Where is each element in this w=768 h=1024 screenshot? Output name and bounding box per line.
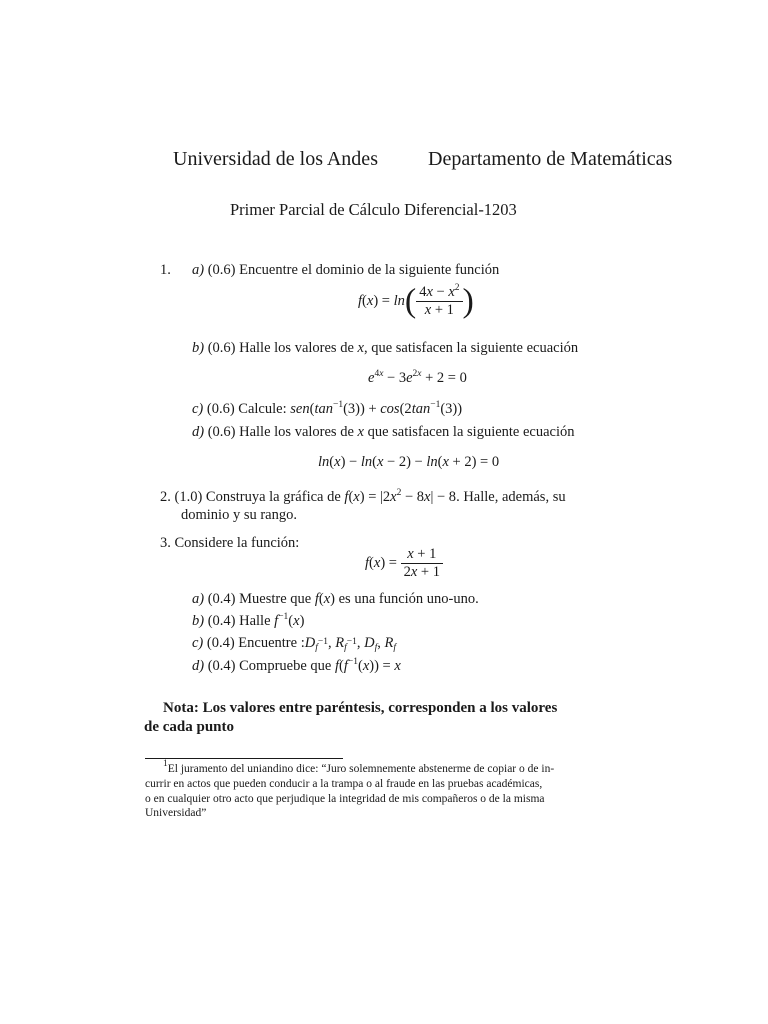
footnote-line-3: o en cualquier otro acto que perjudique la integridad de mis compañeros o de la misma [145,793,545,805]
problem-1-number: 1. [160,262,171,278]
part-text: (0.4) Halle [207,613,271,629]
problem-1c: c) (0.6) Calcule: $sen(\tan^{-1}(3)) + \cos(2\tan^{-1}(3))$ [192,400,463,417]
problem-3c: c) (0.4) Encuentre $:D_{f^{-1}}$, $R_{f^{-1}}$, $D_f$, $R_f$ [192,635,396,653]
part-letter: a) [192,591,205,607]
footnote-line-2: currir en actos que pueden conducir a la trampa o al fraude en las pruebas académicas, [145,778,543,790]
problem-3a: a) (0.4) Muestre que f(x) es una función uno-uno. [192,591,479,607]
problem-2-text-line2: dominio y su rango. [181,507,297,523]
part-letter: d) [192,424,205,440]
part-letter: a) [192,262,205,278]
exam-title: Primer Parcial de Cálculo Diferencial-1203 [230,200,517,219]
part-text: (0.4) Muestre que [207,591,312,607]
problem-1b: b) (0.6) Halle los valores de x, que satisfacen la siguiente ecuación [192,340,579,356]
problem-3-text: Considere la función: [174,535,300,551]
problem-1d: d) (0.6) Halle los valores de x que satisfacen la siguiente ecuación [192,424,575,440]
problem-2-text: (1.0) Construya la gráfica de [174,489,341,505]
university-name: Universidad de los Andes [173,148,378,170]
part-text: (0.6) Calcule: [206,401,287,417]
equation-1b: $e^{4x} - 3e^{2x} + 2 = 0$ [368,369,467,386]
problem-3 [160,535,299,552]
problem-1a [192,262,499,279]
department-name: Departamento de Matemáticas [428,148,673,170]
problem-3-number: 3. [160,535,171,551]
part-text: (0.4) Encuentre : [206,635,305,651]
problem-2-text-cont: . Halle, además, su [456,489,566,505]
footnote-line-4: Universidad” [145,807,207,819]
part-text: (0.4) Compruebe que [207,658,332,674]
part-text: (0.6) Halle los valores de [207,424,354,440]
equation-1d: ln(x) − ln(x − 2) − ln(x + 2) = 0 [318,454,500,470]
problem-2: 2. (1.0) Construya la gráfica de $f(x) = |2x^2 - 8x| - 8$. Halle, además, su [160,488,566,505]
footnote-rule [145,758,343,759]
part-text: (0.6) Encuentre el dominio de la siguiente función [207,262,500,278]
part-text-cont: que satisfacen la siguiente ecuación [367,424,575,440]
problem-2-number: 2. [160,489,171,505]
problem-3d: d) (0.4) Compruebe que $f(f^{-1}(x)) = x$ [192,657,401,674]
part-letter: b) [192,340,205,356]
equation-1a: f(x) = ln( $\frac{4x - x^2}{x + 1}$ ) [358,282,474,320]
equation-3: f(x) = $\frac{x + 1}{2x + 1}$ [365,546,443,581]
footnote-line-1: $^1$El juramento del uniandino dice: “Juro solemnemente abstenerme de copiar o de in- [163,759,555,775]
note-line-1: Nota: Los valores entre paréntesis, corresponden a los valores [163,700,558,716]
part-letter: c) [192,635,204,651]
part-text: (0.6) Halle los valores de [207,340,354,356]
note-line-2: de cada punto [144,719,235,735]
part-letter: c) [192,401,204,417]
part-text-cont: es una función uno-uno. [338,591,479,607]
footnote-marker: 1 [163,759,168,769]
part-letter: b) [192,613,205,629]
problem-3b: b) (0.4) Halle $f^{-1}(x)$ [192,612,305,629]
part-letter: d) [192,658,205,674]
part-text-cont: , que satisfacen la siguiente ecuación [363,340,579,356]
